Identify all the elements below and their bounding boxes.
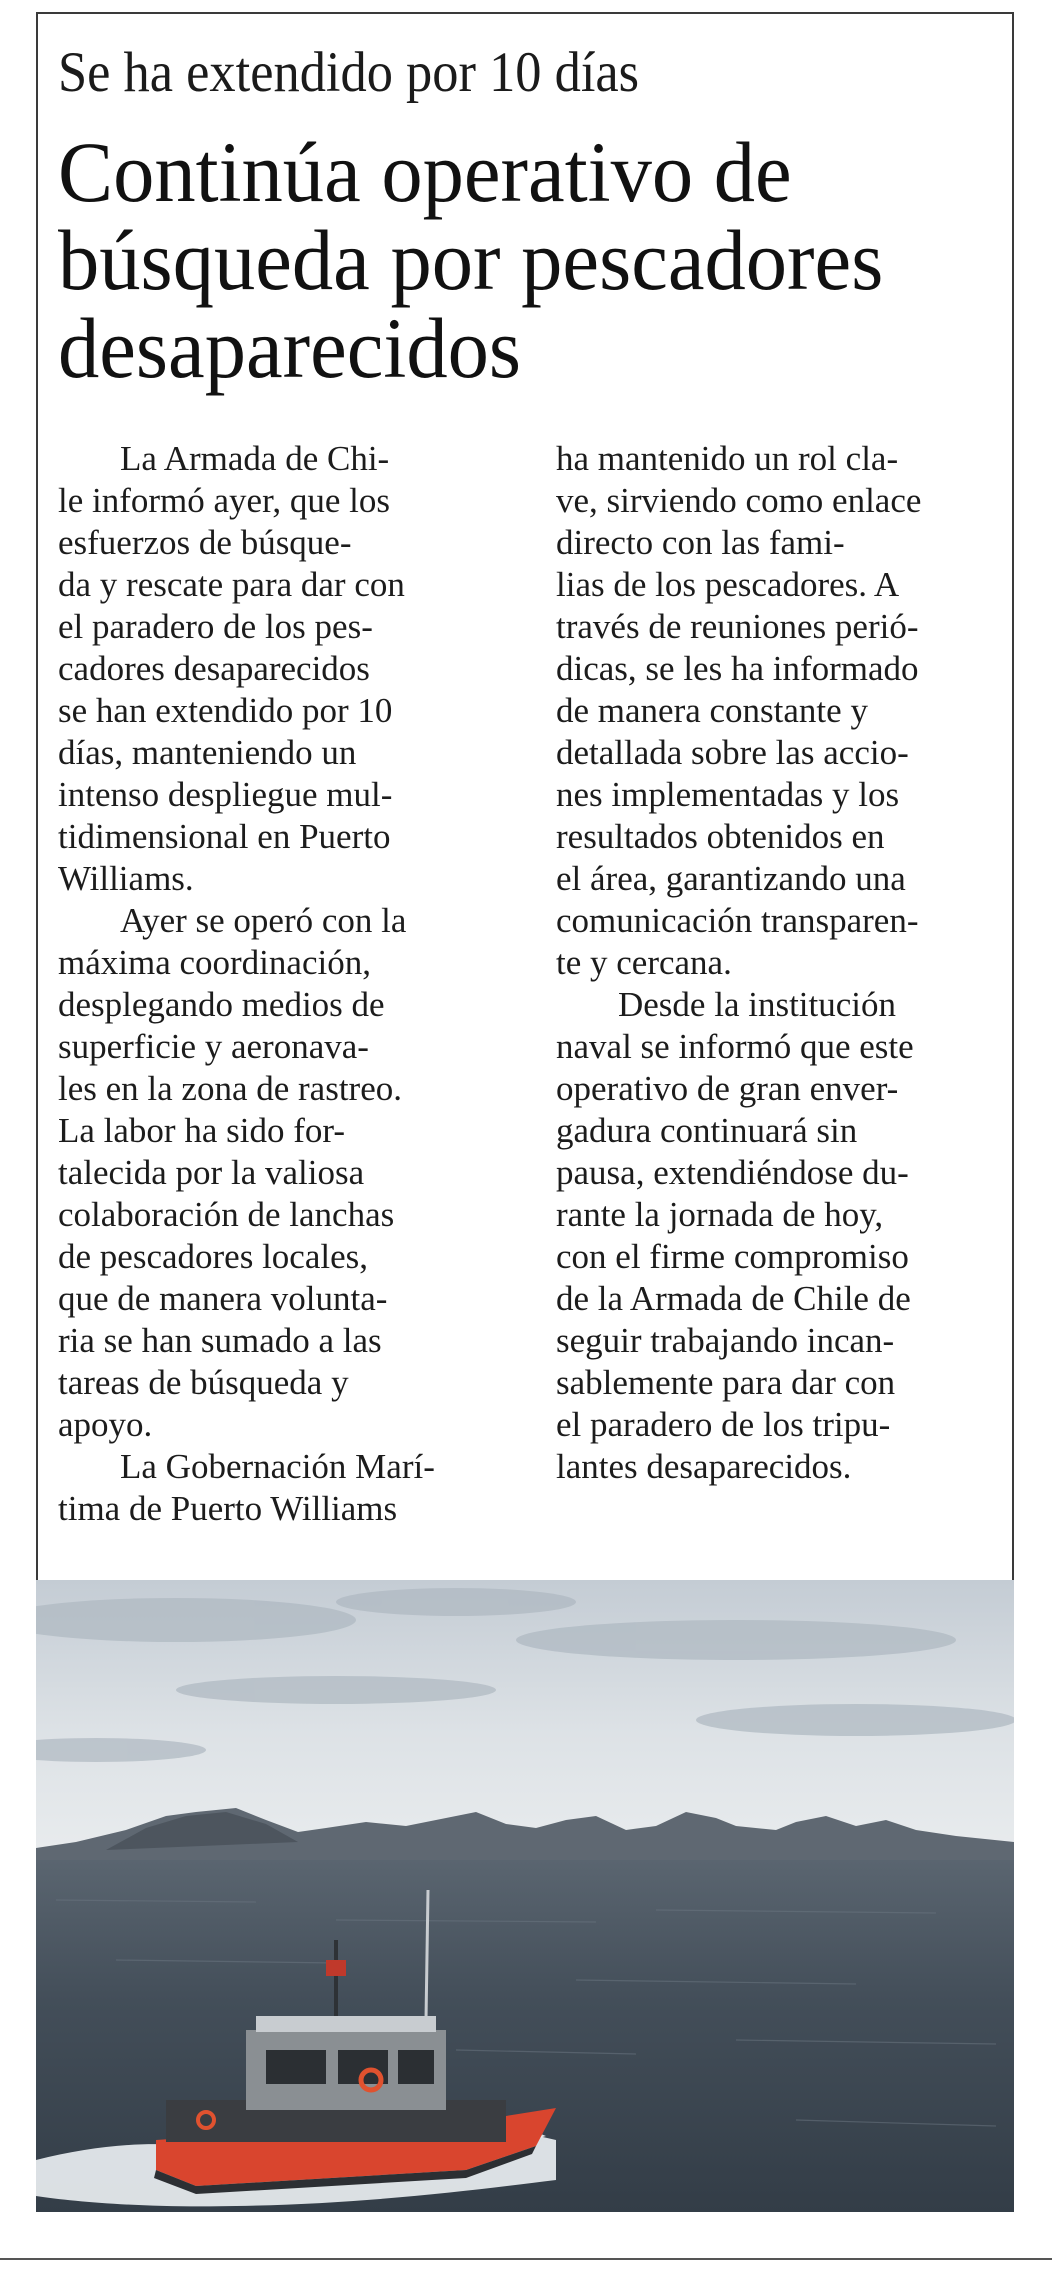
- article-headline: [58, 124, 918, 396]
- text-line: esfuerzos de búsque-: [58, 523, 352, 562]
- rescue-boat-photo: [36, 1580, 1014, 2212]
- boat-roof: [256, 2016, 436, 2032]
- text-line: directo con las fami-: [556, 523, 845, 562]
- text-line: Ayer se operó con la: [120, 901, 407, 940]
- text-line: cadores desaparecidos: [58, 649, 370, 688]
- text-line: te y cercana.: [556, 943, 732, 982]
- text-line: gadura continuará sin: [556, 1111, 858, 1150]
- text-line: rante la jornada de hoy,: [556, 1195, 884, 1234]
- text-line: operativo de gran enver-: [556, 1069, 899, 1108]
- text-line: apoyo.: [58, 1405, 153, 1444]
- text-line: tidimensional en Puerto: [58, 817, 391, 856]
- text-line: La labor ha sido for-: [58, 1111, 345, 1150]
- text-line: La Gobernación Marí-: [120, 1447, 435, 1486]
- text-line: ve, sirviendo como enlace: [556, 481, 922, 520]
- text-line: seguir trabajando incan-: [556, 1321, 895, 1360]
- text-line: resultados obtenidos en: [556, 817, 885, 856]
- text-line: el paradero de los pes-: [58, 607, 373, 646]
- text-line: colaboración de lanchas: [58, 1195, 395, 1234]
- text-line: el área, garantizando una: [556, 859, 906, 898]
- text-line: lias de los pescadores. A: [556, 565, 900, 604]
- text-line: se han extendido por 10: [58, 691, 393, 730]
- text-line: intenso despliegue mul-: [58, 775, 393, 814]
- text-line: de pescadores locales,: [58, 1237, 368, 1276]
- text-line: tima de Puerto Williams: [58, 1489, 398, 1528]
- text-line: máxima coordinación,: [58, 943, 371, 982]
- text-line: superficie y aeronava-: [58, 1027, 369, 1066]
- article-photo: [36, 1580, 1014, 2212]
- text-line: que de manera volunta-: [58, 1279, 388, 1318]
- article-column-left: [58, 438, 498, 1530]
- text-line: ha mantenido un rol cla-: [556, 439, 899, 478]
- text-line: Williams.: [58, 859, 194, 898]
- headline-line: búsqueda por pescadores: [58, 212, 884, 308]
- text-line: el paradero de los tripu-: [556, 1405, 891, 1444]
- text-line: desplegando medios de: [58, 985, 385, 1024]
- page-bottom-rule: [0, 2258, 1052, 2260]
- text-line: comunicación transparen-: [556, 901, 919, 940]
- text-line: tareas de búsqueda y: [58, 1363, 349, 1402]
- text-line: dicas, se les ha informado: [556, 649, 919, 688]
- text-line: talecida por la valiosa: [58, 1153, 365, 1192]
- article-column-right: [556, 438, 996, 1488]
- text-line: ria se han sumado a las: [58, 1321, 382, 1360]
- text-line: La Armada de Chi-: [120, 439, 390, 478]
- text-line: de la Armada de Chile de: [556, 1279, 911, 1318]
- text-line: naval se informó que este: [556, 1027, 914, 1066]
- text-line: sablemente para dar con: [556, 1363, 896, 1402]
- text-line: con el firme compromiso: [556, 1237, 909, 1276]
- text-line: días, manteniendo un: [58, 733, 357, 772]
- text-line: le informó ayer, que los: [58, 481, 390, 520]
- text-line: Desde la institución: [618, 985, 897, 1024]
- text-line: través de reuniones perió-: [556, 607, 919, 646]
- text-line: pausa, extendiéndose du-: [556, 1153, 909, 1192]
- text-line: lantes desaparecidos.: [556, 1447, 852, 1486]
- text-line: da y rescate para dar con: [58, 565, 405, 604]
- headline-line: Continúa operativo de: [58, 124, 792, 220]
- text-line: detallada sobre las accio-: [556, 733, 909, 772]
- text-line: de manera constante y: [556, 691, 868, 730]
- text-line: les en la zona de rastreo.: [58, 1069, 403, 1108]
- text-line: nes implementadas y los: [556, 775, 900, 814]
- article-kicker: Se ha extendido por 10 días: [58, 41, 640, 104]
- headline-line: desaparecidos: [58, 300, 522, 396]
